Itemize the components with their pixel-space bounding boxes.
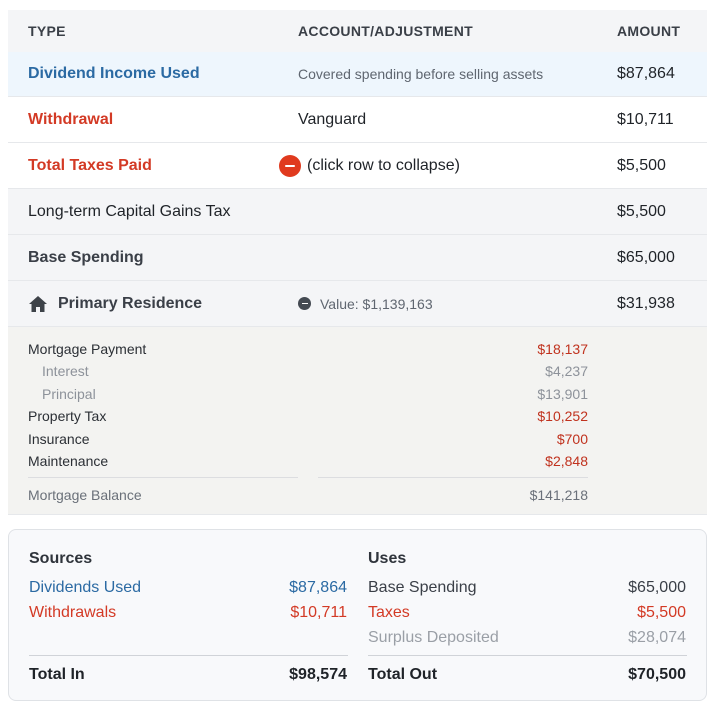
detail-value: $18,137: [537, 341, 588, 357]
collapse-hint: (click row to collapse): [307, 156, 460, 174]
total-in-value: $98,574: [289, 666, 347, 683]
row-amount: $10,711: [617, 110, 674, 128]
sources-heading: Sources: [29, 550, 93, 567]
source-value: $10,711: [290, 604, 347, 621]
cashflow-table: [8, 10, 707, 515]
summary-panel: [8, 529, 707, 701]
table-header: [8, 10, 707, 52]
use-value: $65,000: [628, 579, 686, 596]
row-dividend-income[interactable]: [8, 52, 707, 97]
detail-label: Mortgage Balance: [28, 487, 142, 503]
total-out-value: $70,500: [628, 666, 686, 683]
row-type: Base Spending: [28, 248, 144, 266]
row-withdrawal[interactable]: [8, 97, 707, 143]
row-account: Covered spending before selling assets: [298, 66, 544, 82]
use-label: Taxes: [368, 604, 410, 621]
row-ltcg-tax: [8, 189, 707, 235]
header-type: TYPE: [28, 23, 66, 39]
residence-value: Value: $1,139,163: [320, 295, 433, 312]
home-icon: [28, 295, 48, 313]
detail-value: $141,218: [529, 487, 588, 503]
divider: [318, 477, 588, 478]
minus-circle-icon[interactable]: [298, 297, 311, 310]
divider: [28, 477, 298, 478]
detail-value: $4,237: [545, 363, 588, 379]
header-account: ACCOUNT/ADJUSTMENT: [298, 23, 473, 39]
row-type: Withdrawal: [28, 110, 114, 128]
detail-label: Interest: [42, 363, 89, 379]
detail-value: $700: [556, 431, 588, 447]
detail-value: $10,252: [537, 408, 588, 424]
divider: [368, 655, 687, 656]
divider: [29, 655, 348, 656]
use-value: $5,500: [637, 604, 686, 621]
row-type: Long-term Capital Gains Tax: [28, 202, 231, 220]
header-amount: AMOUNT: [617, 23, 681, 39]
row-total-taxes[interactable]: [8, 143, 707, 189]
detail-label: Insurance: [28, 431, 90, 447]
use-value: $28,074: [628, 629, 686, 646]
detail-value: $2,848: [545, 453, 588, 469]
detail-label: Property Tax: [28, 408, 107, 424]
row-primary-residence[interactable]: [8, 281, 707, 327]
row-amount: $31,938: [617, 294, 675, 312]
source-value: $87,864: [289, 579, 347, 596]
detail-value: $13,901: [537, 386, 588, 402]
detail-label: Principal: [42, 386, 96, 402]
row-amount: $5,500: [617, 156, 666, 174]
minus-circle-icon[interactable]: [279, 155, 301, 177]
total-out-label: Total Out: [368, 666, 438, 683]
total-in-label: Total In: [29, 666, 85, 683]
row-base-spending: [8, 235, 707, 281]
row-type: Dividend Income Used: [28, 65, 200, 82]
residence-detail: [8, 327, 707, 515]
use-label: Surplus Deposited: [368, 629, 499, 646]
row-amount: $5,500: [617, 202, 666, 220]
row-amount: $65,000: [617, 248, 675, 266]
source-label: Dividends Used: [29, 579, 142, 596]
detail-label: Maintenance: [28, 453, 109, 469]
row-type: Primary Residence: [58, 294, 203, 312]
detail-label: Mortgage Payment: [28, 341, 147, 357]
uses-heading: Uses: [368, 550, 407, 567]
row-amount: $87,864: [617, 65, 675, 82]
row-type: Total Taxes Paid: [28, 156, 152, 174]
use-label: Base Spending: [368, 579, 477, 596]
source-label: Withdrawals: [29, 604, 117, 621]
row-account: Vanguard: [298, 110, 367, 128]
